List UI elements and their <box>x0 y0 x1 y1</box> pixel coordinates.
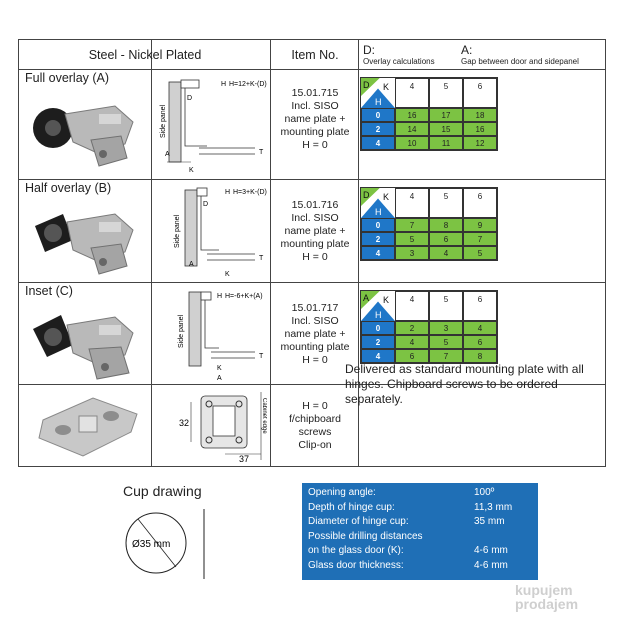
calc-cell: 12 <box>463 136 497 150</box>
calc-row-header: 2 <box>361 335 395 349</box>
calc-row-header: 2 <box>361 232 395 246</box>
calc-cell: 14 <box>395 122 429 136</box>
t-label: T <box>259 255 264 262</box>
calc-row-header: 0 <box>361 321 395 335</box>
a-label: A <box>217 375 222 382</box>
a-label: A <box>165 151 170 158</box>
side-panel-label: Side panel <box>178 314 185 348</box>
formula-full-overlay: H=12+K-(D) <box>229 81 267 88</box>
spec-value: 4-6 mm <box>474 545 508 556</box>
calc-cell: 5 <box>429 335 463 349</box>
calc-col-header: 4 <box>395 291 429 321</box>
calc-corner-a: D <box>363 190 370 200</box>
spec-value: 100º <box>474 487 495 498</box>
header-a-desc: Gap between door and sidepanel <box>461 57 579 66</box>
calc-cell: 6 <box>429 232 463 246</box>
k-label: K <box>189 167 194 174</box>
spec-value: 11,3 mm <box>474 501 513 513</box>
hinge-photo-inset <box>29 303 139 385</box>
t-label: T <box>259 353 264 360</box>
h-label: H <box>221 81 227 88</box>
spec-label: Diameter of hinge cup: <box>308 516 409 527</box>
header-a: A: <box>461 43 473 57</box>
row-label-inset: Inset (C) <box>25 284 73 298</box>
calc-cell: 11 <box>429 136 463 150</box>
calc-row-header: 0 <box>361 108 395 122</box>
h-label: H <box>217 293 223 300</box>
col-divider <box>151 40 152 466</box>
row-divider <box>19 69 605 70</box>
calc-cell: 16 <box>395 108 429 122</box>
k-label: K <box>217 365 222 372</box>
calc-cell: 5 <box>463 246 497 260</box>
t-label: T <box>259 149 264 156</box>
overlay-calc-table-half <box>360 187 498 261</box>
item-no-inset: 15.01.717 Incl. SISO name plate + mounting plate H = 0 <box>280 302 350 366</box>
calc-corner <box>361 188 395 218</box>
h-label: H <box>225 189 231 196</box>
calc-cell: 7 <box>463 232 497 246</box>
row-divider <box>19 179 605 180</box>
calc-cell: 17 <box>429 108 463 122</box>
calc-col-header: 4 <box>395 188 429 218</box>
formula-half-overlay: H=3+K-(D) <box>233 189 267 196</box>
row-label-half-overlay: Half overlay (B) <box>25 181 112 195</box>
side-panel-label: Side panel <box>174 214 181 248</box>
spec-label: Glass door thickness: <box>308 559 404 571</box>
mounting-plate-drawing <box>161 390 267 464</box>
row-label-full-overlay: Full overlay (A) <box>25 71 110 85</box>
mounting-plate-photo <box>33 390 143 462</box>
spec-label: Opening angle: <box>308 487 376 498</box>
calc-cell: 10 <box>395 136 429 150</box>
calc-cell: 8 <box>429 218 463 232</box>
item-no-full-overlay: 15.01.715 Incl. SISO name plate + mounting plate H = 0 <box>280 87 350 151</box>
calc-corner-h: H <box>375 207 382 217</box>
spec-value: 35 mm <box>474 516 505 527</box>
calc-corner-k: K <box>383 82 390 92</box>
calc-col-header: 5 <box>429 188 463 218</box>
calc-cell: 2 <box>395 321 429 335</box>
cup-drawing-title: Cup drawing <box>123 483 202 499</box>
calc-corner-a: D <box>363 80 370 90</box>
calc-col-header: 5 <box>429 291 463 321</box>
watermark: kupujem prodajem <box>515 582 579 612</box>
side-panel-label: Side panel <box>160 104 167 138</box>
calc-cell: 4 <box>395 335 429 349</box>
spec-label: Possible drilling distances <box>308 530 423 542</box>
item-no-mounting-plate: H = 0 f/chipboard screws Clip-on <box>289 400 341 451</box>
calc-cell: 6 <box>395 349 429 363</box>
calc-cell: 3 <box>429 321 463 335</box>
header-d-desc: Overlay calculations <box>363 57 435 66</box>
tech-drawing-half-overlay <box>159 184 267 280</box>
overlay-calc-table-full <box>360 77 498 151</box>
header-d: D: <box>363 43 375 57</box>
calc-corner-k: K <box>383 295 390 305</box>
calc-row-header: 4 <box>361 349 395 363</box>
calc-cell: 15 <box>429 122 463 136</box>
calc-col-header: 6 <box>463 188 497 218</box>
calc-corner <box>361 78 395 108</box>
calc-cell: 7 <box>429 349 463 363</box>
calc-col-header: 6 <box>463 291 497 321</box>
calc-cell: 4 <box>429 246 463 260</box>
calc-corner-h: H <box>375 310 382 320</box>
calc-row-header: 4 <box>361 136 395 150</box>
tech-drawing-full-overlay <box>159 76 267 176</box>
calc-corner <box>361 291 395 321</box>
cup-drawing <box>124 505 214 581</box>
calc-col-header: 5 <box>429 78 463 108</box>
overlay-calc-table-inset <box>360 290 498 364</box>
calc-cell: 3 <box>395 246 429 260</box>
d-label: D <box>187 95 193 102</box>
dim-37: 37 <box>239 454 250 464</box>
calc-cell: 18 <box>463 108 497 122</box>
calc-cell: 16 <box>463 122 497 136</box>
delivered-note: Delivered as standard mounting plate with all hinges. Chipboard screws to be ordered separately. <box>345 362 584 406</box>
calc-cell: 7 <box>395 218 429 232</box>
spec-value: 4-6 mm <box>474 559 508 571</box>
calc-col-header: 4 <box>395 78 429 108</box>
calc-cell: 6 <box>463 335 497 349</box>
calc-corner-k: K <box>383 192 390 202</box>
tech-drawing-inset <box>159 286 267 382</box>
header-material: Steel - Nickel Plated <box>88 47 202 62</box>
k-label: K <box>225 271 230 278</box>
calc-cell: 4 <box>463 321 497 335</box>
spec-label: Depth of hinge cup: <box>308 501 395 513</box>
calc-cell: 9 <box>463 218 497 232</box>
calc-cell: 8 <box>463 349 497 363</box>
d-label: D <box>203 201 209 208</box>
calc-row-header: 0 <box>361 218 395 232</box>
hinge-photo-full-overlay <box>29 92 139 174</box>
item-no-half-overlay: 15.01.716 Incl. SISO name plate + mounting plate H = 0 <box>280 199 350 263</box>
dim-32: 32 <box>179 418 190 428</box>
calc-corner-h: H <box>375 97 382 107</box>
specs-box <box>302 483 538 580</box>
cup-diameter-label: Ø35 mm <box>132 539 171 550</box>
header-item-no: Item No. <box>291 47 339 62</box>
calc-row-header: 2 <box>361 122 395 136</box>
calc-cell: 5 <box>395 232 429 246</box>
row-divider <box>19 282 605 283</box>
spec-label: on the glass door (K): <box>308 545 404 556</box>
cabinet-edge-label: Cabinet edge <box>261 398 267 434</box>
calc-col-header: 6 <box>463 78 497 108</box>
calc-row-header: 4 <box>361 246 395 260</box>
formula-inset: H=-6+K+(A) <box>225 293 263 300</box>
hinge-photo-half-overlay <box>29 200 139 282</box>
a-label: A <box>189 261 194 268</box>
calc-corner-a: A <box>363 293 370 303</box>
